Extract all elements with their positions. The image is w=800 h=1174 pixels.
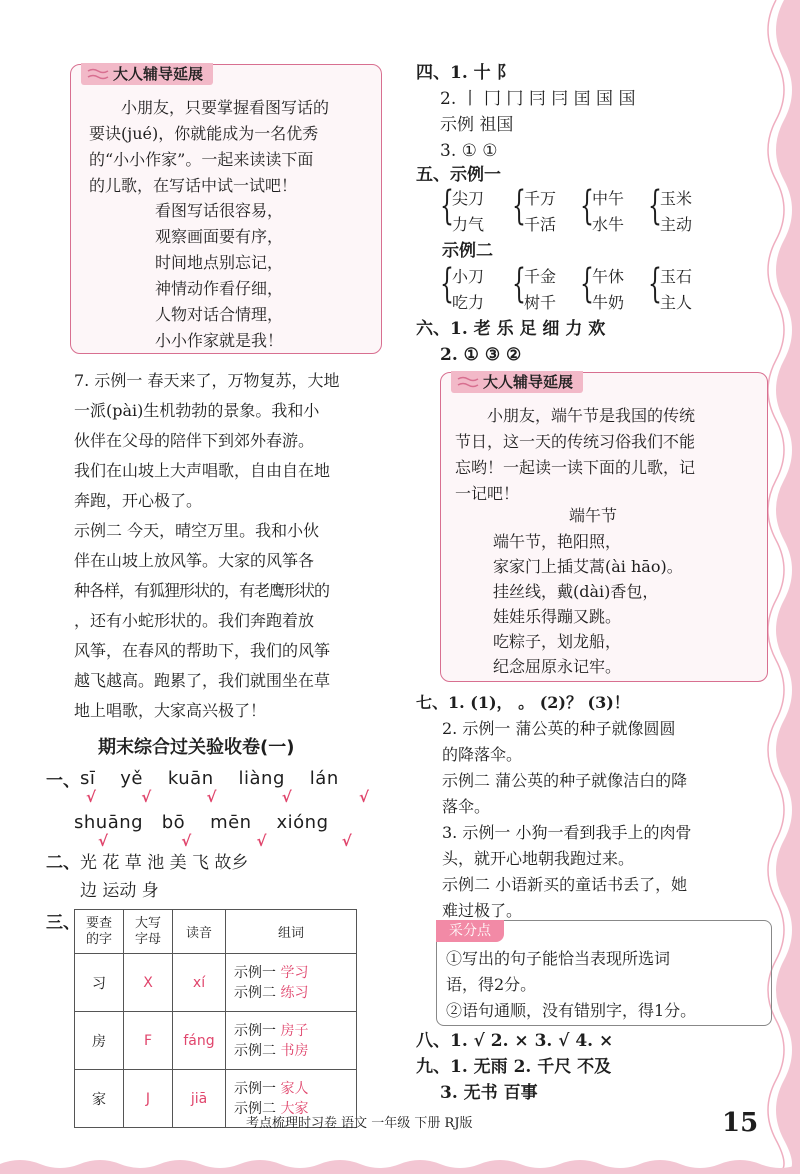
table-cell-char: 房 [75, 1012, 124, 1070]
word: 主人 [660, 293, 693, 312]
answer-line: 一派(pài)生机勃勃的景象。我和小 [74, 401, 320, 420]
answer-line: 头，就开心地朝我跑过来。 [442, 849, 635, 868]
brace-icon: { [440, 261, 454, 307]
check-mark: √ [341, 832, 352, 850]
scoring-line: ②语句通顺，没有错别字，得1分。 [446, 1001, 697, 1020]
page-number: 15 [722, 1108, 759, 1138]
tip-intro-line: 一记吧！ [455, 484, 520, 503]
poem-line: 时间地点别忘记， [155, 253, 284, 272]
answer-line: 奔跑，开心极了。 [74, 491, 203, 510]
tip-intro [89, 95, 377, 199]
example-word: 家人 [280, 1080, 309, 1097]
table-cell-char: 习 [75, 954, 124, 1012]
check-mark: √ [181, 832, 192, 850]
example-2-label: 示例二 [442, 241, 493, 261]
word-example [234, 1041, 355, 1061]
word: 树千 [524, 293, 557, 312]
poem-line: 吃粽子，划龙船， [493, 632, 622, 651]
answer-line: 示例二 蒲公英的种子就像洁白的降 [442, 771, 688, 790]
table-cell-pinyin: jiā [173, 1070, 226, 1128]
answer-line: 示例二 今天，晴空万里。我和小伙 [74, 521, 320, 540]
tip-title: 大人辅导延展 [483, 373, 574, 391]
tip-poem [155, 198, 283, 354]
word: 玉石 [660, 267, 693, 286]
table-header: 大写 字母 [124, 910, 173, 954]
table-cell-pinyin: fáng [173, 1012, 226, 1070]
tip-box-right [440, 372, 768, 682]
question-6-line-1: 六、1. 老 乐 足 细 力 欢 [416, 319, 606, 339]
poem-line: 神情动作看仔细， [155, 279, 284, 298]
word-example [234, 983, 355, 1003]
question-9-line-2: 3. 无书 百事 [440, 1083, 538, 1103]
check-mark: √ [141, 788, 152, 806]
answer-line: 示例 祖国 [440, 115, 514, 135]
check-mark: √ [281, 788, 292, 806]
poem-line: 娃娃乐得蹦又跳。 [493, 607, 622, 626]
question-3-label: 三、 [46, 913, 80, 933]
footer-text: 考点梳理时习卷 语文 一年级 下册 RJ版 [246, 1116, 473, 1131]
table-cell-letter: J [124, 1070, 173, 1128]
brace-pair [512, 183, 557, 234]
wave-icon [87, 68, 109, 80]
table-header: 读音 [173, 910, 226, 954]
tip-poem [493, 529, 683, 679]
brace-icon: { [512, 183, 526, 229]
example-word: 书房 [280, 1042, 309, 1059]
table-cell-pinyin: xí [173, 954, 226, 1012]
question-4 [416, 60, 635, 164]
question-2-line-2: 边 运动 身 [80, 881, 159, 901]
scoring-tag: 采分点 [436, 920, 504, 942]
question-7-left [74, 366, 386, 726]
check-mark: √ [98, 832, 109, 850]
word: 千金 [524, 267, 557, 286]
answer-line: 落伞。 [442, 797, 491, 816]
example-word: 学习 [280, 964, 309, 981]
brace-pair [440, 183, 485, 234]
table-cell-words [226, 954, 357, 1012]
poem-line: 家家门上插艾蒿(ài hāo)。 [493, 557, 683, 576]
answer-line: 伙伴在父母的陪伴下到郊外春游。 [74, 431, 315, 450]
tip-intro-line: 要诀(jué)，你就能成为一名优秀 [89, 124, 319, 143]
question-5-label: 五、示例一 [416, 165, 501, 185]
word: 力气 [452, 215, 485, 234]
table-cell-words [226, 1012, 357, 1070]
poem-line: 纪念屈原永记牢。 [493, 657, 622, 676]
question-2-label: 二、 [46, 853, 80, 873]
check-mark: √ [86, 788, 97, 806]
table-cell-letter: F [124, 1012, 173, 1070]
tip-header [81, 63, 213, 85]
word-example [234, 1021, 355, 1041]
answer-line: ，还有小蛇形状的。我们奔跑着放 [74, 611, 315, 630]
poem-title: 端午节 [569, 506, 618, 525]
pinyin: bō [161, 812, 186, 833]
pinyin: sī [80, 768, 96, 789]
answer-line: 3. 示例一 小狗一看到我手上的肉骨 [442, 823, 692, 842]
answer-line: 示例二 小语新买的童话书丢了，她 [442, 875, 688, 894]
answer-line: 7. 示例一 春天来了，万物复苏，大地 [74, 371, 340, 390]
answer-line: 难过极了。 [442, 901, 523, 920]
poem-line: 人物对话合情理， [155, 305, 284, 324]
question-7-right [416, 690, 766, 924]
word-example [234, 963, 355, 983]
poem-line: 挂丝线，戴(dài)香包， [493, 582, 659, 601]
answer-line: 风筝，在春风的帮助下，我们的风筝 [74, 641, 331, 660]
decorative-bottom-wave [0, 1154, 800, 1174]
poem-line: 观察画面要有序， [155, 227, 284, 246]
answer-line: 2. 示例一 蒲公英的种子就像圆圆 [442, 719, 676, 738]
pinyin: shuāng [74, 812, 144, 833]
scoring-line: ①写出的句子能恰当表现所选词 [446, 949, 671, 968]
brace-pair [648, 261, 693, 312]
brace-pair [440, 261, 485, 312]
answer-line: 伴在山坡上放风筝。大家的风筝各 [74, 551, 315, 570]
brace-icon: { [440, 183, 454, 229]
answer-line: 越飞越高。跑累了，我们就围坐在草 [74, 671, 331, 690]
brace-icon: { [648, 261, 662, 307]
poem-line: 小小作家就是我！ [155, 331, 284, 350]
tip-intro-line: 小朋友，只要掌握看图写话的 [121, 98, 330, 117]
word: 小刀 [452, 267, 485, 286]
example-label: 示例一 [234, 1022, 276, 1039]
example-label: 示例二 [234, 1042, 276, 1059]
question-6-line-2: 2. ① ③ ② [440, 345, 522, 365]
word-example [234, 1079, 355, 1099]
word: 玉米 [660, 189, 693, 208]
tip-header [451, 371, 583, 393]
brace-pair [580, 261, 625, 312]
check-mark: √ [206, 788, 217, 806]
table-row [75, 954, 357, 1012]
tip-intro-line: 的儿歌，在写话中试一试吧！ [89, 176, 298, 195]
word: 尖刀 [452, 189, 485, 208]
question-9-line-1: 九、1. 无雨 2. 千尺 不及 [416, 1057, 612, 1077]
brace-icon: { [580, 261, 594, 307]
example-word: 房子 [280, 1022, 309, 1039]
tip-intro [455, 403, 761, 507]
word: 牛奶 [592, 293, 625, 312]
pinyin: mēn [210, 812, 252, 833]
answer-line: 四、1. 十 阝 [416, 63, 514, 83]
poem-line: 端午节，艳阳照， [493, 532, 622, 551]
pinyin: xióng [276, 812, 329, 833]
word: 吃力 [452, 293, 485, 312]
question-8: 八、1. √ 2. × 3. √ 4. × [416, 1031, 614, 1051]
answer-text: 光 花 草 池 美 飞 故乡 [80, 853, 249, 873]
table-header: 组词 [226, 910, 357, 954]
exam-title: 期末综合过关验收卷(一) [98, 737, 295, 758]
table-cell-letter: X [124, 954, 173, 1012]
example-label: 示例二 [234, 984, 276, 1001]
poem-line: 看图写话很容易， [155, 201, 284, 220]
answer-line: 七、1. (1)， 。 (2)？ (3)！ [416, 693, 630, 712]
brace-pair [580, 183, 625, 234]
brace-pair [648, 183, 693, 234]
tip-box-left [70, 64, 382, 354]
table-row [75, 1012, 357, 1070]
scoring-text [446, 946, 696, 1024]
word: 中午 [592, 189, 625, 208]
word: 午休 [592, 267, 625, 286]
pinyin: liàng [238, 768, 285, 789]
example-word: 练习 [280, 984, 309, 1001]
brace-pair [512, 261, 557, 312]
pinyin: lán [309, 768, 339, 789]
scoring-line: 语，得2分。 [446, 975, 537, 994]
example-word: 大家 [280, 1100, 309, 1117]
table-header: 要查 的字 [75, 910, 124, 954]
answer-line: 2. 丨 冂 冂 冃 冃 囯 国 国 [440, 89, 636, 109]
tip-title: 大人辅导延展 [113, 65, 204, 83]
example-label: 示例二 [234, 1100, 276, 1117]
check-marks-row-1 [86, 786, 369, 808]
answer-line: 地上唱歌，大家高兴极了！ [74, 701, 267, 720]
brace-icon: { [512, 261, 526, 307]
tip-intro-line: 的“小小作家”。一起来读读下面 [89, 150, 314, 169]
brace-icon: { [648, 183, 662, 229]
answer-line: 种各样，有狐狸形状的，有老鹰形状的 [74, 581, 330, 600]
pinyin: yě [120, 768, 144, 789]
example-label: 示例一 [234, 1080, 276, 1097]
brace-icon: { [580, 183, 594, 229]
check-mark: √ [256, 832, 267, 850]
tip-intro-line: 忘哟！一起读一读下面的儿歌，记 [455, 458, 696, 477]
word: 千活 [524, 215, 557, 234]
word: 水牛 [592, 215, 625, 234]
check-marks-row-2 [98, 830, 352, 852]
tip-intro-line: 节日，这一天的传统习俗我们不能 [455, 432, 696, 451]
answer-line: 3. ① ① [440, 141, 498, 161]
answer-line: 我们在山坡上大声唱歌，自由自在地 [74, 461, 331, 480]
pinyin: kuān [167, 768, 214, 789]
word: 千万 [524, 189, 557, 208]
word: 主动 [660, 215, 693, 234]
answer-line: 的降落伞。 [442, 745, 523, 764]
check-mark: √ [359, 788, 370, 806]
table-cell-char: 家 [75, 1070, 124, 1128]
character-table [74, 909, 357, 1128]
question-2-line-1 [46, 852, 248, 874]
wave-icon [457, 376, 479, 388]
example-label: 示例一 [234, 964, 276, 981]
question-1-label: 一、 [46, 771, 80, 791]
tip-intro-line: 小朋友，端午节是我国的传统 [487, 406, 696, 425]
